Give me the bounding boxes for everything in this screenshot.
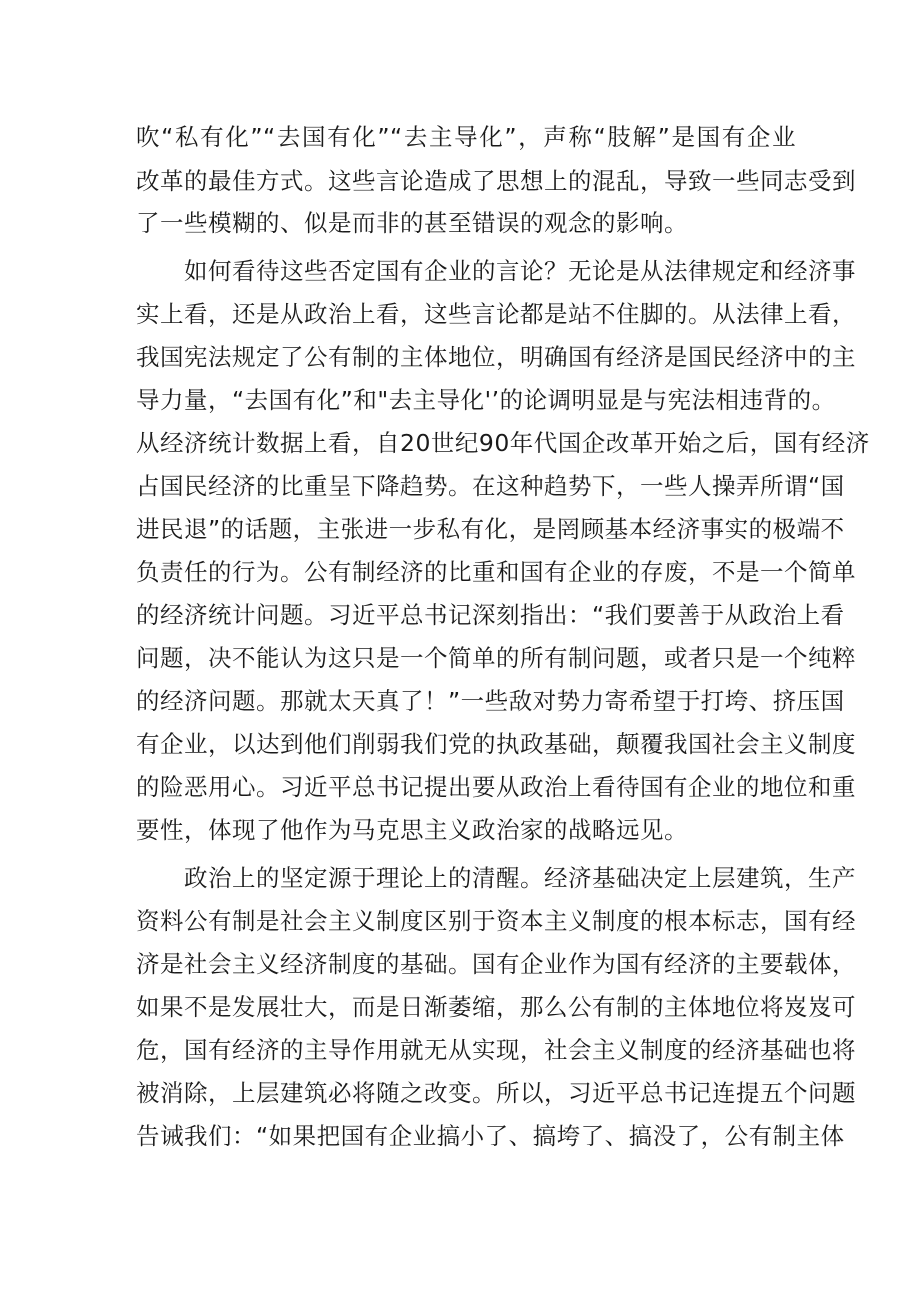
text-line: 吹“私有化”“去国有化”“去主导化”，声称“肢解”是国有企业 bbox=[136, 123, 796, 151]
text-line: 占国民经济的比重呈下降趋势。在这种趋势下，一些人操弄所谓“国 bbox=[136, 472, 845, 500]
text-line: 危，国有经济的主导作用就无从实现，社会主义制度的经济基础也将 bbox=[136, 1036, 856, 1064]
text-line: 我国宪法规定了公有制的主体地位，明确国有经济是国民经济中的主 bbox=[136, 343, 856, 371]
text-line: 被消除，上层建筑必将随之改变。所以，习近平总书记连提五个问题 bbox=[136, 1079, 856, 1107]
text-line: 进民退”的话题，主张进一步私有化，是罔顾基本经济事实的极端不 bbox=[136, 515, 845, 543]
text-line: 从经济统计数据上看，自20世纪90年代国企改革开始之后，国有经济 bbox=[136, 429, 870, 457]
text-line: 问题，决不能认为这只是一个简单的所有制问题，或者只是一个纯粹 bbox=[136, 644, 856, 672]
text-line: 导力量，“去国有化”和"去主导化'’的论调明显是与宪法相违背的。 bbox=[136, 386, 836, 414]
paragraph-first-line: 政治上的坚定源于理论上的清醒。经济基础决定上层建筑，生产 bbox=[184, 864, 856, 892]
text-line: 告诫我们：“如果把国有企业搞小了、搞垮了、搞没了，公有制主体 bbox=[136, 1122, 845, 1150]
text-line: 的经济问题。那就太天真了！”一些敌对势力寄希望于打垮、挤压国 bbox=[136, 687, 845, 715]
text-line: 改革的最佳方式。这些言论造成了思想上的混乱，导致一些同志受到 bbox=[136, 167, 856, 195]
text-line: 资料公有制是社会主义制度区别于资本主义制度的根本标志，国有经 bbox=[136, 907, 856, 935]
text-line: 的经济统计问题。习近平总书记深刻指出：“我们要善于从政治上看 bbox=[136, 601, 845, 629]
text-line: 的险恶用心。习近平总书记提出要从政治上看待国有企业的地位和重 bbox=[136, 773, 856, 801]
text-line: 济是社会主义经济制度的基础。国有企业作为国有经济的主要载体， bbox=[136, 950, 856, 978]
text-line: 有企业，以达到他们削弱我们党的执政基础，颠覆我国社会主义制度 bbox=[136, 730, 856, 758]
text-line: 要性，体现了他作为马克思主义政治家的战略远见。 bbox=[136, 816, 688, 844]
text-line: 如果不是发展壮大，而是日渐萎缩，那么公有制的主体地位将岌岌可 bbox=[136, 993, 856, 1021]
text-line: 负责任的行为。公有制经济的比重和国有企业的存废，不是一个简单 bbox=[136, 558, 856, 586]
text-line: 了一些模糊的、似是而非的甚至错误的观念的影响。 bbox=[136, 209, 688, 237]
paragraph-first-line: 如何看待这些否定国有企业的言论？无论是从法律规定和经济事 bbox=[184, 257, 856, 285]
text-line: 实上看，还是从政治上看，这些言论都是站不住脚的。从法律上看， bbox=[136, 300, 856, 328]
